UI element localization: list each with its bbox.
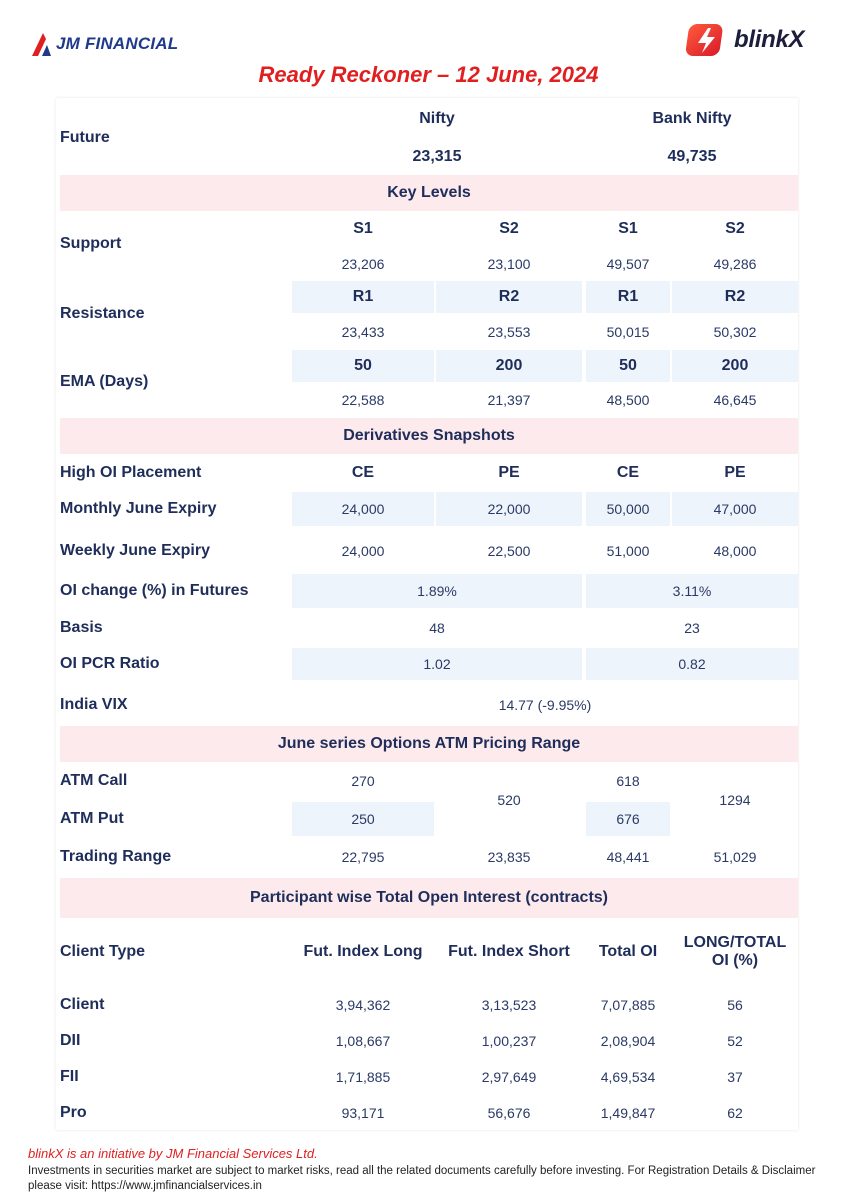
ready-reckoner-table [56, 98, 798, 1130]
blinkx-logo [686, 20, 804, 60]
support-s1-bank: 49,507 [606, 256, 650, 272]
high-oi-label: High OI Placement [60, 464, 202, 481]
row-client-type: Pro [60, 1104, 87, 1121]
weekly-bank-pe: 48,000 [713, 543, 757, 559]
banknifty-header: Bank Nifty [652, 110, 732, 127]
ema-50-nifty-header: 50 [292, 350, 434, 382]
banknifty-future-value: 49,735 [667, 148, 717, 165]
row-long: 1,71,885 [335, 1069, 391, 1085]
row-short: 3,13,523 [481, 997, 537, 1013]
atm-put-label: ATM Put [60, 810, 124, 827]
ema-200-bank: 46,645 [713, 392, 757, 408]
row-short: 2,97,649 [481, 1069, 537, 1085]
pcr-bank: 0.82 [586, 648, 798, 680]
row-ratio: 37 [727, 1069, 743, 1085]
high-oi-bank-pe: PE [724, 464, 746, 481]
participants-header-total: Total OI [598, 943, 658, 960]
support-s2-nifty: 23,100 [487, 256, 531, 272]
high-oi-nifty-ce: CE [351, 464, 375, 481]
row-total: 4,69,534 [600, 1069, 656, 1085]
blinkx-bolt-icon [686, 20, 730, 60]
footer-disclaimer: Investments in securities market are subject to market risks, read all the related documents carefully before investing. For Registration Details & Disclaimer please visit: https://www.jmfinancialservices.in [28, 1165, 816, 1192]
weekly-bank-ce: 51,000 [606, 543, 650, 559]
oi-change-label: OI change (%) in Futures [60, 582, 249, 599]
row-client-type: DII [60, 1032, 81, 1049]
monthly-bank-ce: 50,000 [586, 492, 670, 526]
participants-header-long: Fut. Index Long [303, 943, 423, 960]
atm-straddle-nifty: 520 [497, 792, 521, 808]
resistance-r1-bank-header: R1 [586, 281, 670, 313]
oi-change-nifty: 1.89% [292, 574, 582, 608]
row-client-type: FII [60, 1068, 79, 1085]
row-client-type: Client [60, 996, 105, 1013]
vix-value: 14.77 (-9.95%) [498, 697, 592, 713]
atm-call-label: ATM Call [60, 772, 128, 789]
support-label: Support [60, 235, 122, 252]
ema-50-bank: 48,500 [606, 392, 650, 408]
vix-label: India VIX [60, 696, 128, 713]
participants-title: Participant wise Total Open Interest (contracts) [60, 878, 798, 918]
support-s1-nifty-header: S1 [353, 220, 373, 237]
resistance-r2-bank: 50,302 [713, 324, 757, 340]
row-long: 1,08,667 [335, 1033, 391, 1049]
resistance-label: Resistance [60, 305, 145, 322]
oi-change-bank: 3.11% [586, 574, 798, 608]
header [0, 0, 857, 100]
ema-label: EMA (Days) [60, 373, 149, 390]
resistance-r1-nifty: 23,433 [341, 324, 385, 340]
resistance-r1-nifty-header: R1 [292, 281, 434, 313]
basis-nifty: 48 [429, 620, 445, 636]
participants-header-ratio: LONG/TOTAL OI (%) [683, 934, 787, 969]
ema-200-bank-header: 200 [672, 350, 798, 382]
monthly-expiry-label: Monthly June Expiry [60, 500, 217, 517]
jm-financial-logo [30, 28, 178, 60]
support-s1-bank-header: S1 [618, 220, 638, 237]
basis-bank: 23 [684, 620, 700, 636]
row-ratio: 62 [727, 1105, 743, 1121]
row-short: 1,00,237 [481, 1033, 537, 1049]
trading-range-bank-low: 48,441 [606, 849, 650, 865]
nifty-header: Nifty [419, 110, 455, 127]
resistance-r2-bank-header: R2 [672, 281, 798, 313]
ema-200-nifty: 21,397 [487, 392, 531, 408]
support-s1-nifty: 23,206 [341, 256, 385, 272]
row-total: 1,49,847 [600, 1105, 656, 1121]
key-levels-title: Key Levels [60, 175, 798, 211]
row-short: 56,676 [487, 1105, 531, 1121]
atm-call-nifty: 270 [351, 773, 375, 789]
row-ratio: 52 [727, 1033, 743, 1049]
ema-50-bank-header: 50 [586, 350, 670, 382]
pcr-label: OI PCR Ratio [60, 655, 160, 672]
resistance-r2-nifty: 23,553 [487, 324, 531, 340]
support-s2-bank-header: S2 [725, 220, 745, 237]
footer [28, 1146, 848, 1194]
row-total: 2,08,904 [600, 1033, 656, 1049]
footer-initiative: blinkX is an initiative by JM Financial Services Ltd. [28, 1146, 318, 1161]
atm-put-nifty: 250 [292, 802, 434, 836]
nifty-future-value: 23,315 [412, 148, 462, 165]
jm-logo-text: JM FINANCIAL [56, 34, 179, 53]
monthly-bank-pe: 47,000 [672, 492, 798, 526]
resistance-r1-bank: 50,015 [606, 324, 650, 340]
future-label: Future [60, 129, 110, 146]
row-ratio: 56 [727, 997, 743, 1013]
atm-put-bank: 676 [586, 802, 670, 836]
participants-header-short: Fut. Index Short [448, 943, 570, 960]
atm-call-bank: 618 [616, 773, 640, 789]
participants-header-client-type: Client Type [60, 943, 146, 960]
basis-label: Basis [60, 619, 103, 636]
blinkx-logo-text: blinkX [734, 26, 805, 53]
jm-arrow-icon [30, 31, 52, 57]
pcr-nifty: 1.02 [292, 648, 582, 680]
atm-straddle-bank: 1294 [719, 792, 751, 808]
ema-50-nifty: 22,588 [341, 392, 385, 408]
trading-range-nifty-low: 22,795 [341, 849, 385, 865]
trading-range-bank-high: 51,029 [713, 849, 757, 865]
support-s2-bank: 49,286 [713, 256, 757, 272]
high-oi-bank-ce: CE [616, 464, 640, 481]
derivatives-title: Derivatives Snapshots [60, 418, 798, 454]
weekly-expiry-label: Weekly June Expiry [60, 542, 210, 559]
ema-200-nifty-header: 200 [436, 350, 582, 382]
trading-range-nifty-high: 23,835 [487, 849, 531, 865]
monthly-nifty-pe: 22,000 [436, 492, 582, 526]
resistance-r2-nifty-header: R2 [436, 281, 582, 313]
page-title: Ready Reckoner – 12 June, 2024 [258, 62, 599, 87]
high-oi-nifty-pe: PE [498, 464, 520, 481]
trading-range-label: Trading Range [60, 848, 172, 865]
atm-title: June series Options ATM Pricing Range [60, 726, 798, 762]
monthly-nifty-ce: 24,000 [292, 492, 434, 526]
weekly-nifty-ce: 24,000 [341, 543, 385, 559]
weekly-nifty-pe: 22,500 [487, 543, 531, 559]
support-s2-nifty-header: S2 [499, 220, 519, 237]
row-long: 93,171 [341, 1105, 385, 1121]
row-long: 3,94,362 [335, 997, 391, 1013]
row-total: 7,07,885 [600, 997, 656, 1013]
